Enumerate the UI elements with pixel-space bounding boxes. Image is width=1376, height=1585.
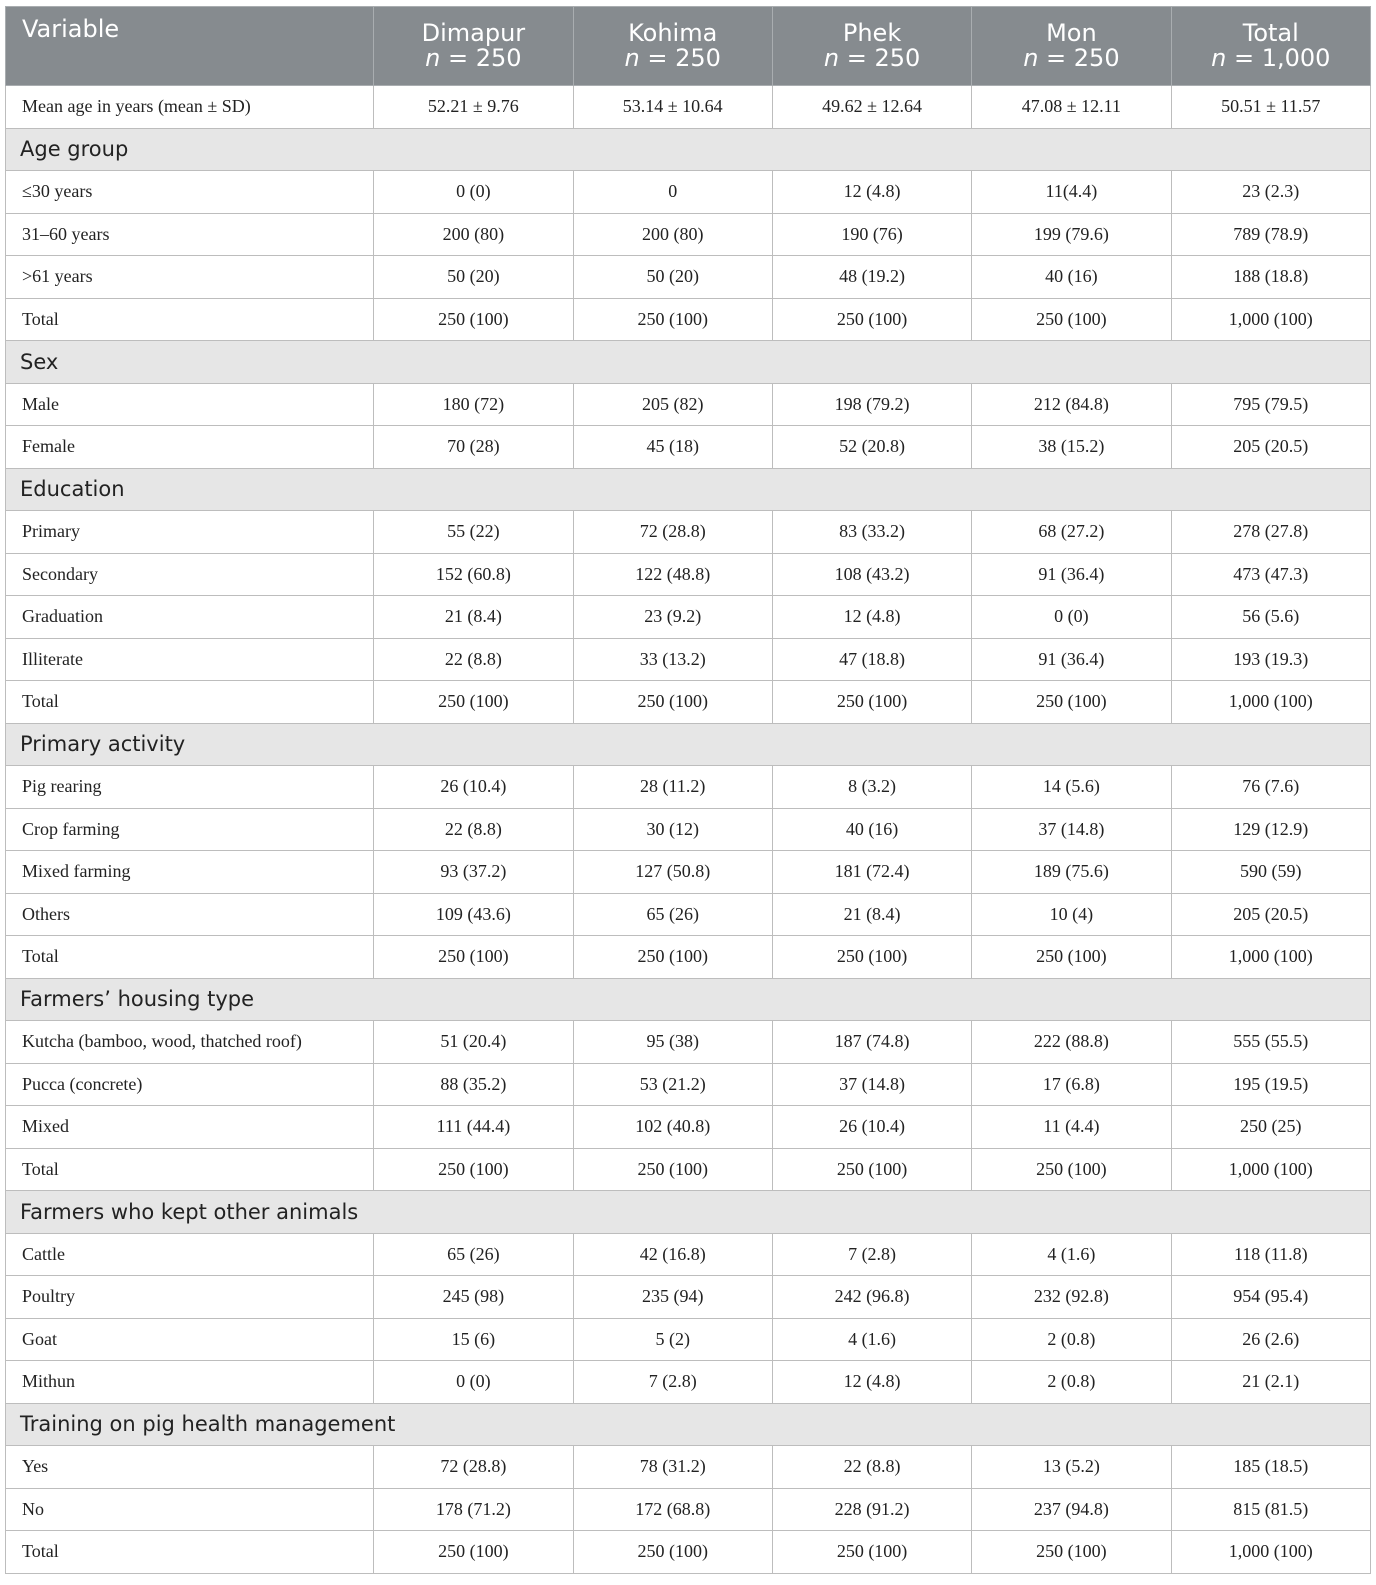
section-header-row [6,723,1371,766]
value-cell: 250 (100) [374,1148,573,1191]
value-cell: 91 (36.4) [972,553,1171,596]
value-cell: 152 (60.8) [374,553,573,596]
row-label: Total [6,1148,374,1191]
value-cell: 22 (8.8) [374,808,573,851]
value-cell: 37 (14.8) [772,1063,971,1106]
value-cell: 250 (100) [573,936,772,979]
section-header-row [6,128,1371,171]
table-row [6,1361,1371,1404]
table-row [6,426,1371,469]
row-label: Total [6,298,374,341]
row-label: Goat [6,1318,374,1361]
value-cell: 47.08 ± 12.11 [972,86,1171,129]
value-cell: 212 (84.8) [972,383,1171,426]
value-cell: 26 (10.4) [772,1106,971,1149]
value-cell: 51 (20.4) [374,1021,573,1064]
table-row [6,638,1371,681]
table-row [6,383,1371,426]
value-cell: 21 (8.4) [772,893,971,936]
value-cell: 245 (98) [374,1276,573,1319]
value-cell: 0 (0) [972,596,1171,639]
value-cell: 72 (28.8) [573,511,772,554]
row-label: Male [6,383,374,426]
row-label: Mean age in years (mean ± SD) [6,86,374,129]
header-phek [772,7,971,86]
value-cell: 250 (100) [374,681,573,724]
table-row [6,1106,1371,1149]
table-row [6,596,1371,639]
section-label: Sex [6,341,1371,384]
value-cell: 181 (72.4) [772,851,971,894]
value-cell: 15 (6) [374,1318,573,1361]
row-label: Primary [6,511,374,554]
value-cell: 111 (44.4) [374,1106,573,1149]
section-label: Age group [6,128,1371,171]
value-cell: 118 (11.8) [1171,1233,1370,1276]
section-label: Training on pig health management [6,1403,1371,1446]
value-cell: 38 (15.2) [972,426,1171,469]
table-row [6,511,1371,554]
section-label: Education [6,468,1371,511]
value-cell: 91 (36.4) [972,638,1171,681]
value-cell: 22 (8.8) [374,638,573,681]
value-cell: 189 (75.6) [972,851,1171,894]
value-cell: 122 (48.8) [573,553,772,596]
value-cell: 53 (21.2) [573,1063,772,1106]
value-cell: 26 (2.6) [1171,1318,1370,1361]
header-n: n = 1,000 [1211,44,1331,72]
table-container [5,6,1371,1574]
value-cell: 242 (96.8) [772,1276,971,1319]
row-label: Pig rearing [6,766,374,809]
section-header-row [6,1403,1371,1446]
table-row [6,1531,1371,1574]
value-cell: 12 (4.8) [772,171,971,214]
table-row [6,171,1371,214]
value-cell: 37 (14.8) [972,808,1171,851]
value-cell: 129 (12.9) [1171,808,1370,851]
table-row [6,1446,1371,1489]
header-variable: Variable [6,7,374,86]
value-cell: 0 [573,171,772,214]
value-cell: 65 (26) [573,893,772,936]
value-cell: 12 (4.8) [772,1361,971,1404]
value-cell: 185 (18.5) [1171,1446,1370,1489]
row-label: ≤30 years [6,171,374,214]
row-label: Crop farming [6,808,374,851]
header-n: n = 250 [624,44,721,72]
value-cell: 250 (100) [573,298,772,341]
value-cell: 187 (74.8) [772,1021,971,1064]
header-name: Kohima [628,19,718,47]
value-cell: 76 (7.6) [1171,766,1370,809]
value-cell: 22 (8.8) [772,1446,971,1489]
value-cell: 205 (20.5) [1171,426,1370,469]
value-cell: 45 (18) [573,426,772,469]
value-cell: 1,000 (100) [1171,936,1370,979]
value-cell: 1,000 (100) [1171,681,1370,724]
value-cell: 178 (71.2) [374,1488,573,1531]
value-cell: 13 (5.2) [972,1446,1171,1489]
row-label: Graduation [6,596,374,639]
value-cell: 250 (100) [972,1531,1171,1574]
table-row [6,681,1371,724]
value-cell: 278 (27.8) [1171,511,1370,554]
value-cell: 789 (78.9) [1171,213,1370,256]
table-row [6,893,1371,936]
value-cell: 33 (13.2) [573,638,772,681]
value-cell: 180 (72) [374,383,573,426]
value-cell: 250 (100) [772,936,971,979]
table-row [6,1233,1371,1276]
section-header-row [6,341,1371,384]
value-cell: 172 (68.8) [573,1488,772,1531]
value-cell: 250 (100) [573,1148,772,1191]
value-cell: 49.62 ± 12.64 [772,86,971,129]
section-header-row [6,468,1371,511]
table-row [6,553,1371,596]
value-cell: 7 (2.8) [772,1233,971,1276]
value-cell: 40 (16) [972,256,1171,299]
value-cell: 473 (47.3) [1171,553,1370,596]
demographics-table [5,6,1371,1574]
row-label: Mithun [6,1361,374,1404]
header-n: n = 250 [823,44,921,72]
value-cell: 250 (100) [972,1148,1171,1191]
value-cell: 93 (37.2) [374,851,573,894]
row-label: >61 years [6,256,374,299]
table-row [6,298,1371,341]
table-row [6,1276,1371,1319]
value-cell: 250 (100) [972,936,1171,979]
value-cell: 2 (0.8) [972,1318,1171,1361]
value-cell: 4 (1.6) [972,1233,1171,1276]
value-cell: 50.51 ± 11.57 [1171,86,1370,129]
value-cell: 228 (91.2) [772,1488,971,1531]
value-cell: 52.21 ± 9.76 [374,86,573,129]
row-label: Others [6,893,374,936]
value-cell: 48 (19.2) [772,256,971,299]
value-cell: 2 (0.8) [972,1361,1171,1404]
row-label: Yes [6,1446,374,1489]
value-cell: 250 (100) [972,681,1171,724]
row-label: Cattle [6,1233,374,1276]
value-cell: 250 (25) [1171,1106,1370,1149]
value-cell: 56 (5.6) [1171,596,1370,639]
value-cell: 10 (4) [972,893,1171,936]
section-label: Farmers’ housing type [6,978,1371,1021]
value-cell: 193 (19.3) [1171,638,1370,681]
value-cell: 8 (3.2) [772,766,971,809]
value-cell: 26 (10.4) [374,766,573,809]
table-row [6,851,1371,894]
row-label: Poultry [6,1276,374,1319]
row-label: Mixed farming [6,851,374,894]
value-cell: 14 (5.6) [972,766,1171,809]
row-label: 31–60 years [6,213,374,256]
value-cell: 188 (18.8) [1171,256,1370,299]
header-n: n = 250 [425,44,522,72]
value-cell: 78 (31.2) [573,1446,772,1489]
table-row [6,213,1371,256]
value-cell: 127 (50.8) [573,851,772,894]
value-cell: 68 (27.2) [972,511,1171,554]
value-cell: 21 (8.4) [374,596,573,639]
row-label: No [6,1488,374,1531]
value-cell: 590 (59) [1171,851,1370,894]
value-cell: 17 (6.8) [972,1063,1171,1106]
value-cell: 250 (100) [573,681,772,724]
table-header [6,7,1371,86]
value-cell: 23 (2.3) [1171,171,1370,214]
header-kohima [573,7,772,86]
value-cell: 200 (80) [573,213,772,256]
value-cell: 65 (26) [374,1233,573,1276]
section-label: Primary activity [6,723,1371,766]
row-label: Kutcha (bamboo, wood, thatched roof) [6,1021,374,1064]
value-cell: 250 (100) [573,1531,772,1574]
row-label: Female [6,426,374,469]
value-cell: 250 (100) [374,1531,573,1574]
header-name: Total [1242,19,1299,47]
value-cell: 11 (4.4) [972,1106,1171,1149]
value-cell: 7 (2.8) [573,1361,772,1404]
value-cell: 109 (43.6) [374,893,573,936]
value-cell: 30 (12) [573,808,772,851]
header-row [6,7,1371,86]
value-cell: 1,000 (100) [1171,1148,1370,1191]
value-cell: 235 (94) [573,1276,772,1319]
value-cell: 42 (16.8) [573,1233,772,1276]
value-cell: 83 (33.2) [772,511,971,554]
header-name: Mon [1046,19,1097,47]
value-cell: 250 (100) [772,298,971,341]
value-cell: 190 (76) [772,213,971,256]
table-row [6,86,1371,129]
row-label: Secondary [6,553,374,596]
value-cell: 1,000 (100) [1171,1531,1370,1574]
value-cell: 250 (100) [972,298,1171,341]
value-cell: 72 (28.8) [374,1446,573,1489]
value-cell: 47 (18.8) [772,638,971,681]
table-row [6,1148,1371,1191]
table-row [6,256,1371,299]
value-cell: 11(4.4) [972,171,1171,214]
value-cell: 795 (79.5) [1171,383,1370,426]
table-row [6,936,1371,979]
value-cell: 50 (20) [374,256,573,299]
section-header-row [6,978,1371,1021]
header-dimapur [374,7,573,86]
row-label: Total [6,681,374,724]
header-name: Dimapur [421,19,526,47]
value-cell: 50 (20) [573,256,772,299]
value-cell: 205 (20.5) [1171,893,1370,936]
value-cell: 21 (2.1) [1171,1361,1370,1404]
value-cell: 12 (4.8) [772,596,971,639]
section-header-row [6,1191,1371,1234]
value-cell: 250 (100) [374,936,573,979]
value-cell: 555 (55.5) [1171,1021,1370,1064]
table-row [6,1063,1371,1106]
table-row [6,1488,1371,1531]
table-row [6,808,1371,851]
value-cell: 199 (79.6) [972,213,1171,256]
value-cell: 40 (16) [772,808,971,851]
value-cell: 4 (1.6) [772,1318,971,1361]
value-cell: 1,000 (100) [1171,298,1370,341]
value-cell: 5 (2) [573,1318,772,1361]
row-label: Pucca (concrete) [6,1063,374,1106]
value-cell: 205 (82) [573,383,772,426]
table-row [6,766,1371,809]
header-total [1171,7,1370,86]
value-cell: 250 (100) [772,1531,971,1574]
value-cell: 53.14 ± 10.64 [573,86,772,129]
value-cell: 55 (22) [374,511,573,554]
row-label: Total [6,936,374,979]
value-cell: 70 (28) [374,426,573,469]
value-cell: 250 (100) [772,681,971,724]
value-cell: 95 (38) [573,1021,772,1064]
table-body [6,86,1371,1574]
row-label: Total [6,1531,374,1574]
value-cell: 198 (79.2) [772,383,971,426]
row-label: Mixed [6,1106,374,1149]
value-cell: 250 (100) [374,298,573,341]
header-mon [972,7,1171,86]
table-row [6,1021,1371,1064]
value-cell: 0 (0) [374,171,573,214]
value-cell: 232 (92.8) [972,1276,1171,1319]
value-cell: 222 (88.8) [972,1021,1171,1064]
value-cell: 102 (40.8) [573,1106,772,1149]
value-cell: 0 (0) [374,1361,573,1404]
value-cell: 200 (80) [374,213,573,256]
row-label: Illiterate [6,638,374,681]
value-cell: 195 (19.5) [1171,1063,1370,1106]
header-name: Phek [842,19,902,47]
value-cell: 52 (20.8) [772,426,971,469]
value-cell: 23 (9.2) [573,596,772,639]
value-cell: 88 (35.2) [374,1063,573,1106]
value-cell: 28 (11.2) [573,766,772,809]
value-cell: 250 (100) [772,1148,971,1191]
header-n: n = 250 [1023,44,1120,72]
value-cell: 237 (94.8) [972,1488,1171,1531]
section-label: Farmers who kept other animals [6,1191,1371,1234]
value-cell: 954 (95.4) [1171,1276,1370,1319]
table-row [6,1318,1371,1361]
value-cell: 815 (81.5) [1171,1488,1370,1531]
value-cell: 108 (43.2) [772,553,971,596]
